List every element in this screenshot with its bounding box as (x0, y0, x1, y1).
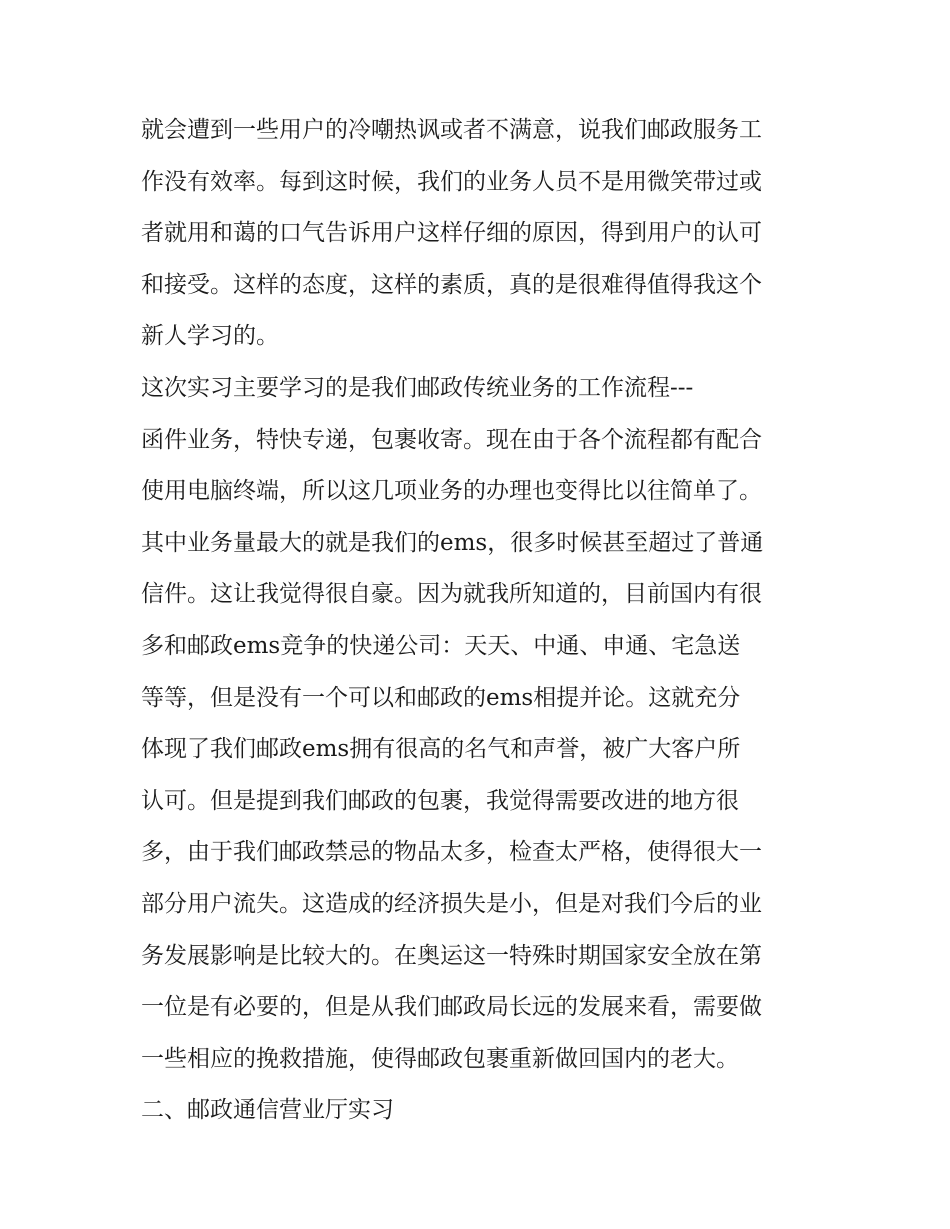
text-line: 部分用户流失。这造成的经济损失是小，但是对我们今后的业 (141, 890, 762, 917)
text-line: 就会遭到一些用户的冷嘲热讽或者不满意，说我们邮政服务工 (141, 117, 762, 143)
text-line: 体现了我们邮政ems拥有很高的名气和声誉，被广大客户所 (141, 736, 741, 763)
text-line: 作没有效率。每到这时候，我们的业务人员不是用微笑带过或 (141, 168, 762, 195)
text-line: 新人学习的。 (141, 323, 279, 350)
text-line: 认可。但是提到我们邮政的包裹，我觉得需要改进的地方很 (141, 787, 739, 814)
text-line: 者就用和蔼的口气告诉用户这样仔细的原因，得到用户的认可 (141, 220, 762, 247)
text-line: 多，由于我们邮政禁忌的物品太多，检查太严格，使得很大一 (141, 839, 762, 866)
text-line: 这次实习主要学习的是我们邮政传统业务的工作流程--- (141, 374, 694, 401)
text-line: 务发展影响是比较大的。在奥运这一特殊时期国家安全放在第 (141, 942, 762, 969)
section-heading: 二、邮政通信营业厅实习 (141, 1097, 394, 1124)
text-line: 等等，但是没有一个可以和邮政的ems相提并论。这就充分 (141, 684, 741, 711)
text-line: 多和邮政ems竞争的快递公司：天天、中通、申通、宅急送 (141, 632, 741, 659)
text-line: 和接受。这样的态度，这样的素质，真的是很难得值得我这个 (141, 271, 762, 298)
text-line: 使用电脑终端，所以这几项业务的办理也变得比以往简单了。 (141, 478, 762, 505)
text-line: 其中业务量最大的就是我们的ems，很多时候甚至超过了普通 (141, 529, 764, 556)
text-line: 信件。这让我觉得很自豪。因为就我所知道的，目前国内有很 (141, 581, 762, 608)
text-line: 函件业务，特快专递，包裹收寄。现在由于各个流程都有配合 (141, 426, 762, 453)
body-text (141, 105, 821, 1137)
text-line: 一位是有必要的，但是从我们邮政局长远的发展来看，需要做 (141, 994, 762, 1021)
text-line: 一些相应的挽救措施，使得邮政包裹重新做回国内的老大。 (141, 1045, 739, 1072)
